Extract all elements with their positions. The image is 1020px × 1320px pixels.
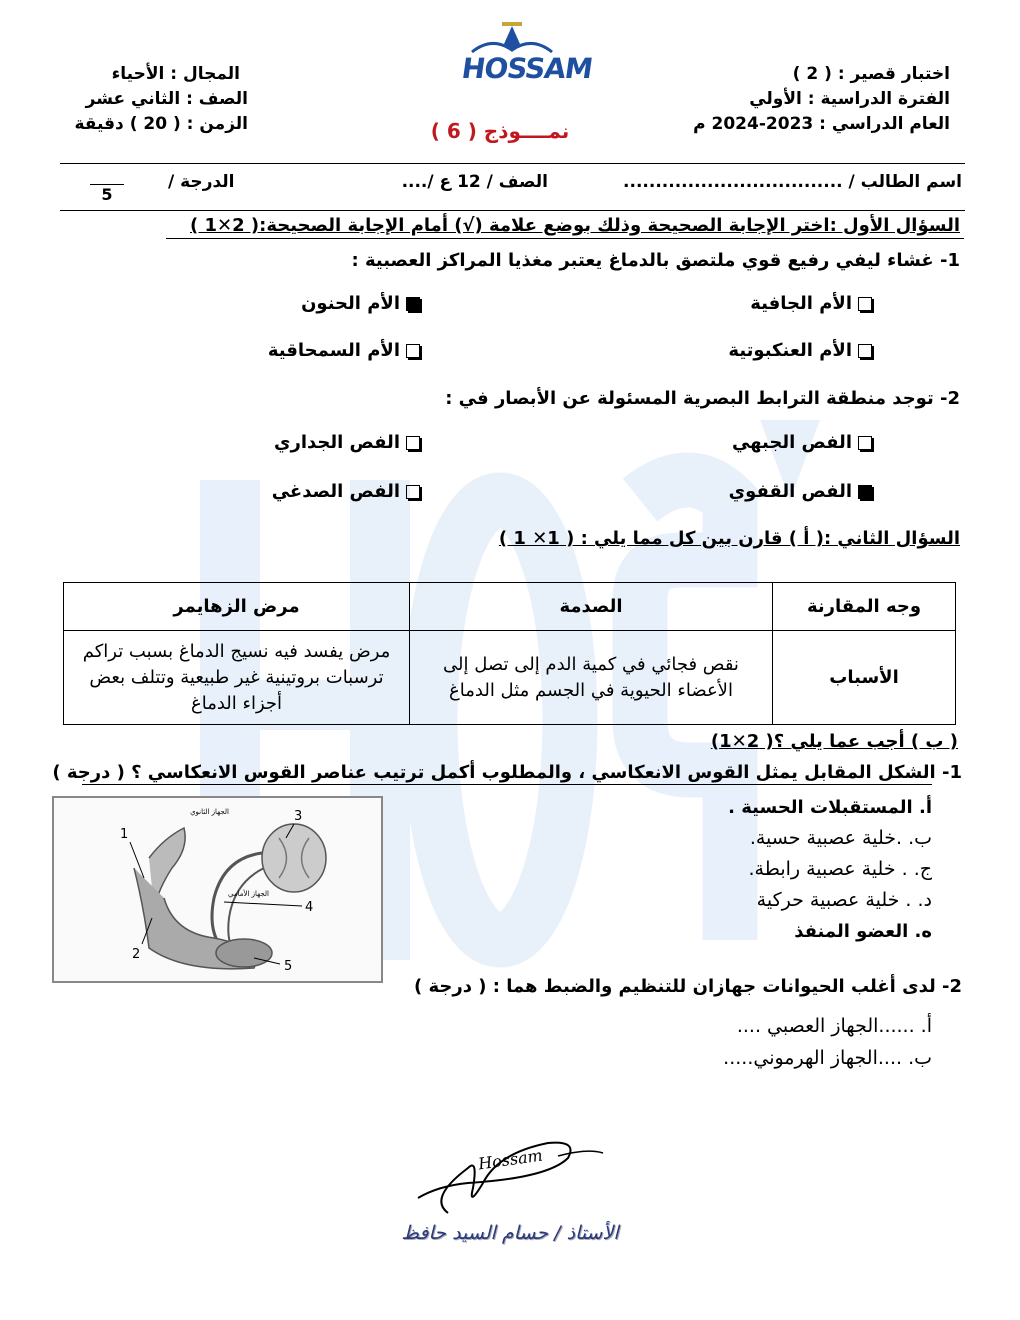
grade-label: الدرجة / bbox=[168, 172, 235, 192]
q1-item2-option-c[interactable]: الفص القفوي bbox=[729, 481, 872, 502]
list-item: ب. .خلية عصبية حسية. bbox=[749, 827, 932, 849]
table-row-label: الأسباب bbox=[773, 631, 956, 725]
q2b1-rule bbox=[82, 784, 932, 785]
checkbox-icon[interactable] bbox=[858, 297, 872, 311]
table-header-row bbox=[64, 583, 956, 631]
q1-item2-option-a[interactable]: الفص الجبهي bbox=[732, 432, 872, 453]
checkbox-icon[interactable] bbox=[858, 344, 872, 358]
control-systems-list bbox=[723, 1010, 932, 1074]
q1-item2-option-b[interactable]: الفص الجداري bbox=[274, 432, 420, 453]
table-row bbox=[64, 631, 956, 725]
q2-title: السؤال الثاني :( أ ) قارن بين كل مما يلي : ( 1✕ 1 ) bbox=[498, 528, 960, 549]
checked-box-icon[interactable] bbox=[858, 485, 872, 499]
q1-item1-stem: 1- غشاء ليفي رفيع قوي ملتصق بالدماغ يعتبر مغذيا المراكز العصبية : bbox=[351, 250, 960, 271]
grade-fraction bbox=[90, 172, 124, 204]
logo-text: HOSSAM bbox=[459, 52, 595, 85]
duration: الزمن : ( 20 ) دقيقة bbox=[74, 114, 248, 134]
q1-item2-stem: 2- توجد منطقة الترابط البصرية المسئولة عن الأبصار في : bbox=[445, 388, 960, 409]
header-right bbox=[693, 62, 950, 137]
q1-item1-option-d[interactable]: الأم السمحاقية bbox=[268, 340, 420, 361]
table-header-shock: الصدمة bbox=[410, 583, 773, 631]
signature-text: Hossam bbox=[476, 1145, 544, 1174]
figure-caption-mid: الجهاز الأمامي bbox=[228, 890, 269, 898]
list-item: أ. المستقبلات الحسية . bbox=[728, 797, 932, 818]
signature-scribble bbox=[408, 1128, 608, 1223]
q2b-title: ( ب ) أجب عما يلي ؟( 2✕1) bbox=[710, 731, 958, 752]
q1-title-rule bbox=[166, 238, 964, 239]
student-class-field[interactable]: الصف / 12 ع /.... bbox=[401, 172, 548, 192]
student-name-field[interactable]: اسم الطالب / .................................. bbox=[623, 172, 962, 192]
checked-box-icon[interactable] bbox=[406, 297, 420, 311]
q1-item1-option-b[interactable]: الأم الحنون bbox=[301, 293, 420, 314]
q2b2-stem: 2- لدى أغلب الحيوانات جهازان للتنظيم والضبط هما : ( درجة ) bbox=[414, 976, 962, 997]
subject: المجال : الأحياء bbox=[111, 64, 240, 84]
study-period: الفترة الدراسية : الأولي bbox=[749, 89, 950, 109]
grade-total: 5 bbox=[101, 185, 113, 204]
grade-level: الصف : الثاني عشر bbox=[85, 89, 248, 109]
reflex-arc-figure bbox=[52, 796, 383, 983]
checkbox-icon[interactable] bbox=[406, 436, 420, 450]
reflex-arc-illustration bbox=[54, 798, 381, 981]
signature bbox=[408, 1128, 608, 1223]
header-left bbox=[68, 62, 248, 137]
list-item: ج. . خلية عصبية رابطة. bbox=[748, 858, 932, 880]
checkbox-icon[interactable] bbox=[406, 344, 420, 358]
q2b1-stem: 1- الشكل المقابل يمثل القوس الانعكاسي ، والمطلوب أكمل ترتيب عناصر القوس الانعكاسي ؟ ( درجة ) bbox=[52, 762, 962, 783]
figure-caption-top: الجهاز الثانوي bbox=[190, 808, 229, 816]
figure-label-3: 3 bbox=[294, 809, 303, 824]
teacher-name: الأستاذ / حسام السيد حافظ bbox=[401, 1222, 619, 1244]
q1-item2-option-d[interactable]: الفص الصدغي bbox=[272, 481, 420, 502]
table-cell-alzheimer: مرض يفسد فيه نسيج الدماغ بسبب تراكم ترسبات بروتينية غير طبيعية وتتلف بعض أجزاء الدماغ bbox=[64, 631, 410, 725]
list-item: ه. العضو المنفذ bbox=[794, 921, 932, 942]
figure-label-4: 4 bbox=[305, 900, 314, 915]
checkbox-icon[interactable] bbox=[858, 436, 872, 450]
checkbox-icon[interactable] bbox=[406, 485, 420, 499]
q1-item1-option-c[interactable]: الأم العنكبوتية bbox=[728, 340, 872, 361]
list-item: د. . خلية عصبية حركية bbox=[756, 889, 932, 911]
quiz-number: اختبار قصير : ( 2 ) bbox=[792, 64, 950, 84]
table-header-alzheimer: مرض الزهايمر bbox=[64, 583, 410, 631]
logo bbox=[459, 22, 595, 118]
list-item: أ. ......الجهاز العصبي .... bbox=[736, 1015, 932, 1037]
student-divider bbox=[60, 210, 965, 211]
table-cell-shock: نقص فجائي في كمية الدم إلى تصل إلى الأعضاء الحيوية في الجسم مثل الدماغ bbox=[410, 631, 773, 725]
figure-label-1: 1 bbox=[120, 827, 129, 842]
list-item: ب. ....الجهاز الهرموني..... bbox=[723, 1047, 932, 1069]
figure-label-2: 2 bbox=[132, 947, 141, 962]
q1-item1-option-a[interactable]: الأم الجافية bbox=[750, 293, 872, 314]
reflex-arc-list bbox=[728, 792, 932, 947]
figure-label-5: 5 bbox=[284, 959, 293, 974]
academic-year: العام الدراسي : 2023-2024 م bbox=[693, 114, 950, 134]
q1-title: السؤال الأول :اختر الإجابة الصحيحة وذلك بوضع علامة (√) أمام الإجابة الصحيحة:( 2✕1 ) bbox=[190, 215, 960, 236]
table-header-aspect: وجه المقارنة bbox=[773, 583, 956, 631]
comparison-table bbox=[63, 582, 956, 725]
model-number: نمــــوذج ( 6 ) bbox=[430, 119, 570, 143]
header-divider bbox=[60, 163, 965, 164]
